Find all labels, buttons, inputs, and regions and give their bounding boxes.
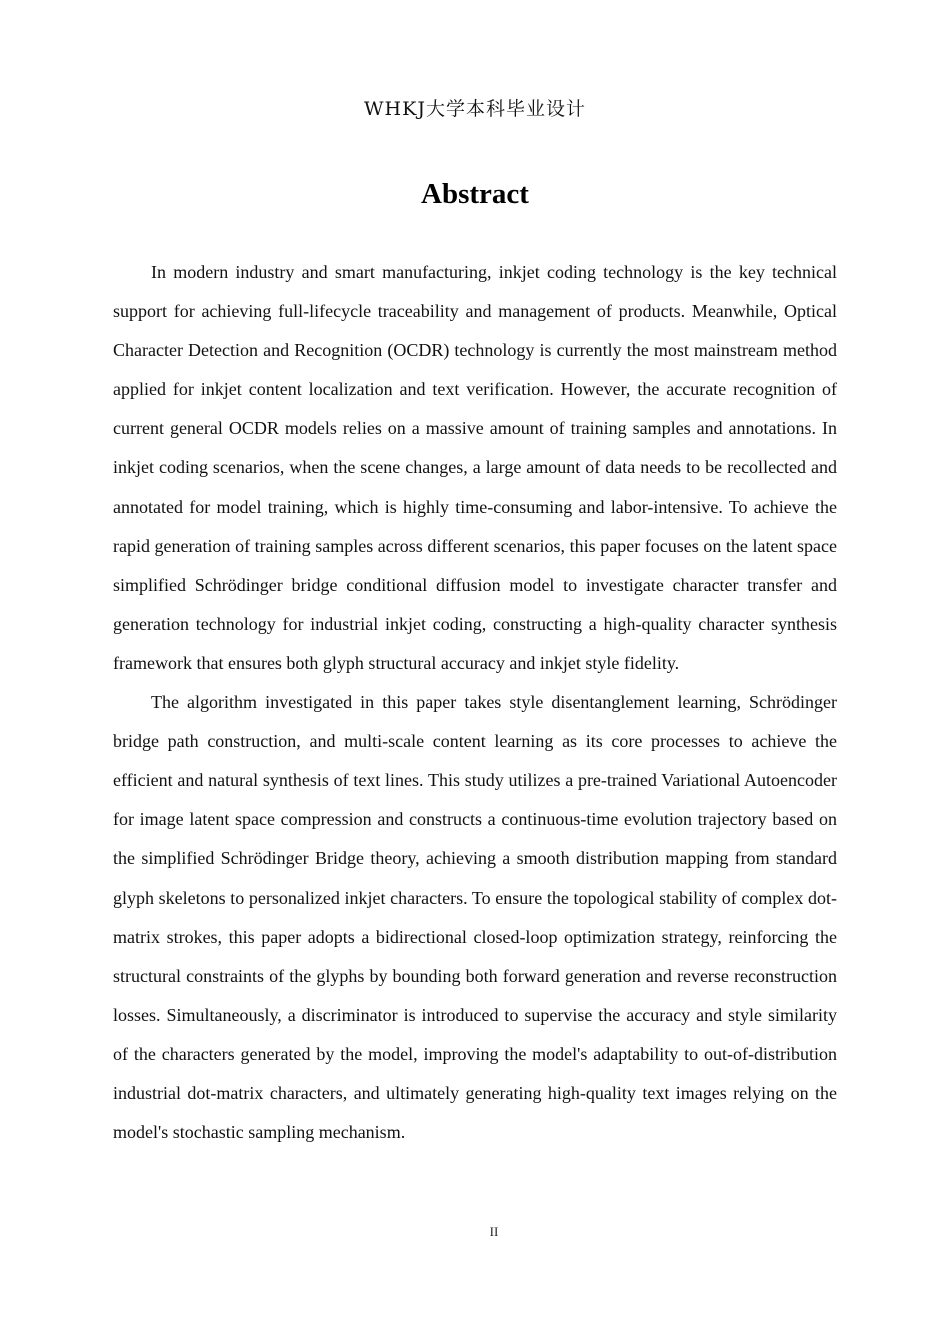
abstract-body [113,253,837,1152]
page-number: II [489,1224,499,1239]
running-header: WHKJ大学本科毕业设计 [364,98,586,120]
abstract-paragraph-2: The algorithm investigated in this paper takes style disentanglement learning, Schrödinger bridge path construction, and multi-scale content learning as its core processes to achieve the efficient and natural synthesis of text lines. This study utilizes a pre-trained Variational Autoencoder for image latent space compression and constructs a continuous-time evolution trajectory based on the simplified Schrödinger Bridge theory, achieving a smooth distribution mapping from standard glyph skeletons to personalized inkjet characters. To ensure the topological stability of complex dot-matrix strokes, this paper adopts a bidirectional closed-loop optimization strategy, reinforcing the structural constraints of the glyphs by bounding both forward generation and reverse reconstruction losses. Simultaneously, a discriminator is introduced to supervise the accuracy and style similarity of the characters generated by the model, improving the model's adaptability to out-of-distribution industrial dot-matrix characters, and ultimately generating high-quality text images relying on the model's stochastic sampling mechanism. [113,692,837,1143]
abstract-title: Abstract [421,178,529,210]
abstract-paragraph-1: In modern industry and smart manufacturing, inkjet coding technology is the key technical support for achieving full-lifecycle traceability and management of products. Meanwhile, Optical Character Detection and Recognition (OCDR) technology is currently the most mainstream method applied for inkjet content localization and text verification. However, the accurate recognition of current general OCDR models relies on a massive amount of training samples and annotations. In inkjet coding scenarios, when the scene changes, a large amount of data needs to be recollected and annotated for model training, which is highly time-consuming and labor-intensive. To achieve the rapid generation of training samples across different scenarios, this paper focuses on the latent space simplified Schrödinger bridge conditional diffusion model to investigate character transfer and generation technology for industrial inkjet coding, constructing a high-quality character synthesis framework that ensures both glyph structural accuracy and inkjet style fidelity. [113,262,837,673]
